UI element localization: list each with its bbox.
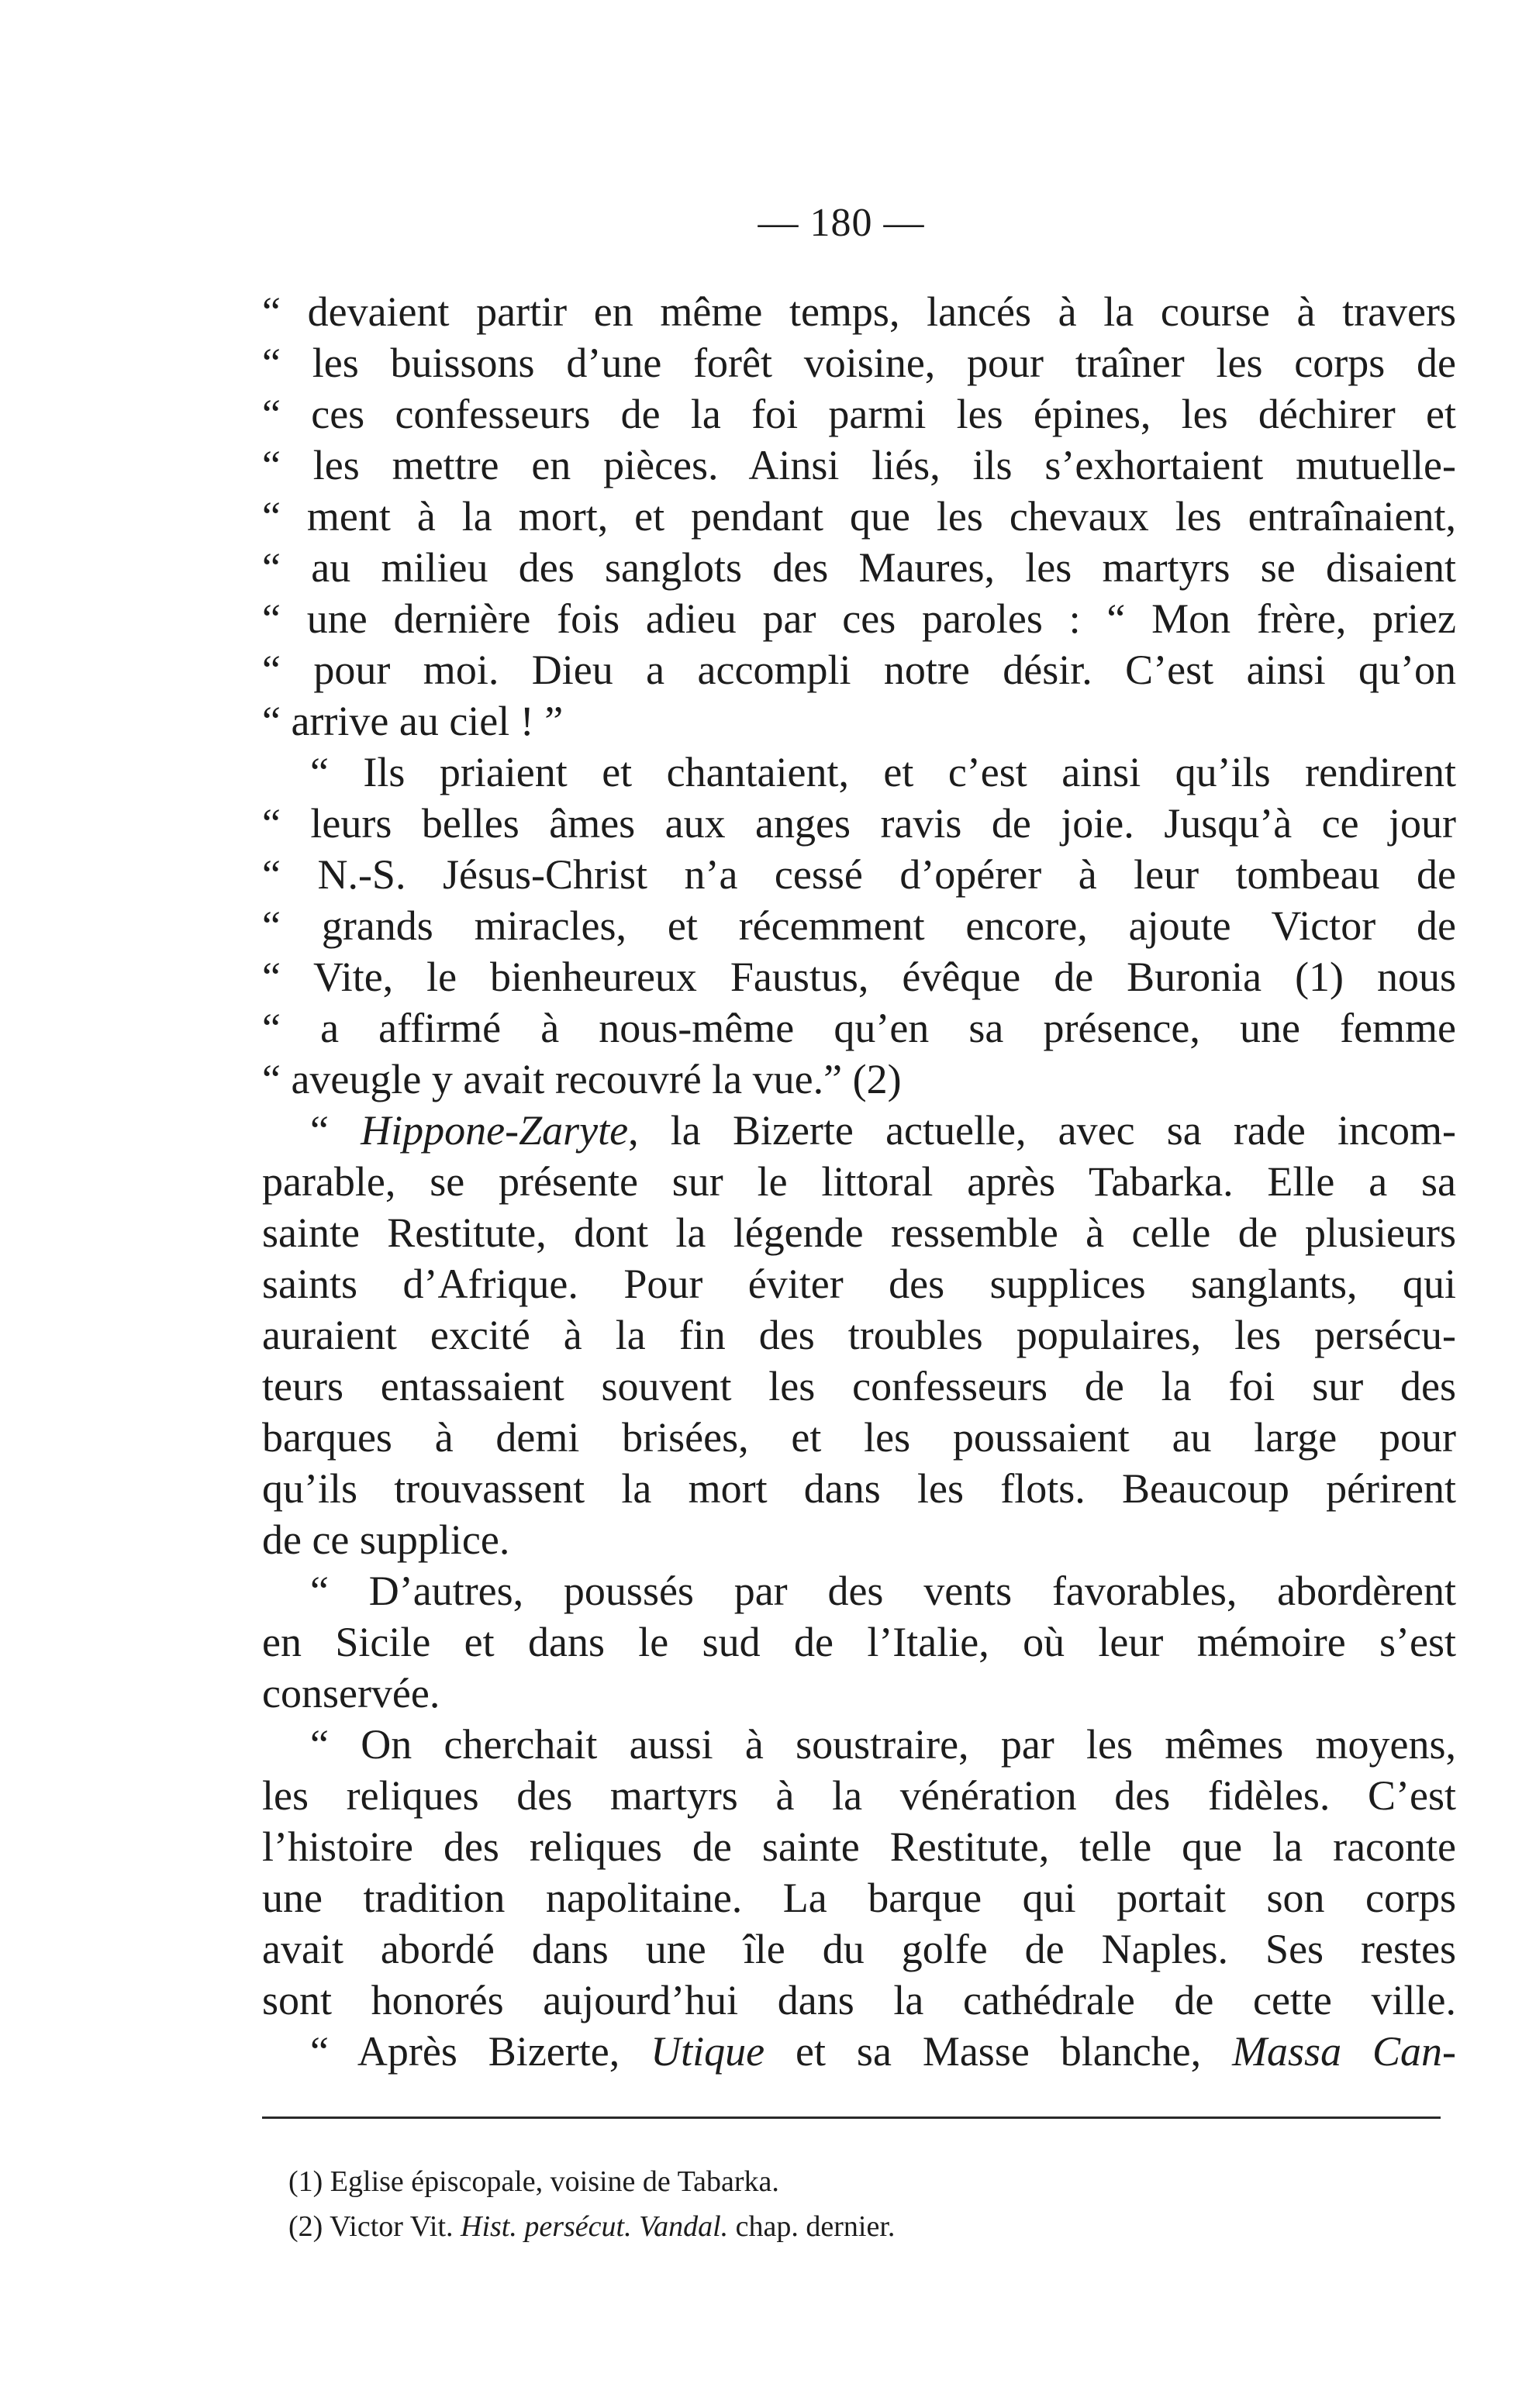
text-line: “ ces confesseurs de la foi parmi les épines, les déchirer et <box>262 391 1456 437</box>
text-line: sont honorés aujourd’hui dans la cathédrale de cette ville. <box>262 1977 1456 2023</box>
text-line: “ les mettre en pièces. Ainsi liés, ils s’exhortaient mutuelle- <box>262 442 1456 488</box>
text-line: une tradition napolitaine. La barque qui portait son corps <box>262 1875 1456 1921</box>
text-line: les reliques des martyrs à la vénération des fidèles. C’est <box>262 1772 1456 1819</box>
text-line-last <box>310 2028 1456 2075</box>
text-line: en Sicile et dans le sud de l’Italie, où leur mémoire s’est <box>262 1619 1456 1665</box>
text-line: l’histoire des reliques de sainte Restitute, telle que la raconte <box>262 1823 1456 1870</box>
text-line: “ une dernière fois adieu par ces paroles : “ Mon frère, priez <box>262 595 1456 642</box>
text-line: “ aveugle y avait recouvré la vue.” (2) <box>262 1056 902 1102</box>
footnote-2 <box>288 2210 895 2244</box>
footnote-text: (2) Victor Vit. <box>288 2210 461 2243</box>
text-line: teurs entassaient souvent les confesseurs de la foi sur des <box>262 1363 1456 1409</box>
text-run: et sa Masse blanche, <box>764 2028 1233 2075</box>
text-line: “ devaient partir en même temps, lancés à la course à travers <box>262 288 1456 335</box>
text-line: sainte Restitute, dont la légende ressemble à celle de plusieurs <box>262 1209 1456 1256</box>
text-line: barques à demi brisées, et les poussaient au large pour <box>262 1414 1456 1461</box>
text-line: “ les buissons d’une forêt voisine, pour traîner les corps de <box>262 340 1456 386</box>
text-line: “ grands miracles, et récemment encore, ajoute Victor de <box>262 902 1456 949</box>
footnote-title-italic: Hist. persécut. Vandal. <box>461 2210 729 2243</box>
text-line: “ On cherchait aussi à soustraire, par les mêmes moyens, <box>310 1721 1456 1768</box>
text-line: conservée. <box>262 1670 440 1716</box>
place-name-italic: Hippone-Zaryte <box>361 1107 629 1154</box>
text-line: “ pour moi. Dieu a accompli notre désir. C’est ainsi qu’on <box>262 647 1456 693</box>
text-run: , la Bizerte actuelle, avec sa rade incom- <box>628 1107 1456 1154</box>
text-line: “ N.-S. Jésus-Christ n’a cessé d’opérer à leur tombeau de <box>262 851 1456 898</box>
text-line: “ Vite, le bienheureux Faustus, évêque de Buronia (1) nous <box>262 954 1456 1000</box>
text-line: auraient excité à la fin des troubles populaires, les persécu- <box>262 1312 1456 1358</box>
text-line: avait abordé dans une île du golfe de Naples. Ses restes <box>262 1926 1456 1972</box>
text-line: “ a affirmé à nous-même qu’en sa présence, une femme <box>262 1005 1456 1051</box>
text-line: “ ment à la mort, et pendant que les chevaux les entraînaient, <box>262 493 1456 540</box>
text-line: de ce supplice. <box>262 1516 510 1563</box>
text-line: “ leurs belles âmes aux anges ravis de joie. Jusqu’à ce jour <box>262 800 1456 847</box>
footnote-1: (1) Eglise épiscopale, voisine de Tabarka. <box>288 2165 779 2198</box>
text-line: “ D’autres, poussés par des vents favorables, abordèrent <box>310 1568 1456 1614</box>
page-number: — 180 — <box>758 201 925 245</box>
text-line: “ Ils priaient et chantaient, et c’est ainsi qu’ils rendirent <box>310 749 1456 795</box>
text-line: qu’ils trouvassent la mort dans les flots. Beaucoup périrent <box>262 1465 1456 1512</box>
place-name-italic: Utique <box>651 2028 765 2075</box>
text-line: parable, se présente sur le littoral après Tabarka. Elle a sa <box>262 1158 1456 1205</box>
place-name-italic: Massa Can- <box>1232 2028 1456 2075</box>
text-run: “ Après Bizerte, <box>310 2028 651 2075</box>
text-line: “ au milieu des sanglots des Maures, les martyrs se disaient <box>262 544 1456 591</box>
footnote-text: chap. dernier. <box>728 2210 896 2243</box>
footnote-divider <box>262 2116 1441 2119</box>
quote-open: “ <box>310 1107 361 1154</box>
text-line-hippone <box>310 1107 1456 1154</box>
text-line: saints d’Afrique. Pour éviter des supplices sanglants, qui <box>262 1261 1456 1307</box>
text-line: “ arrive au ciel ! ” <box>262 698 564 744</box>
